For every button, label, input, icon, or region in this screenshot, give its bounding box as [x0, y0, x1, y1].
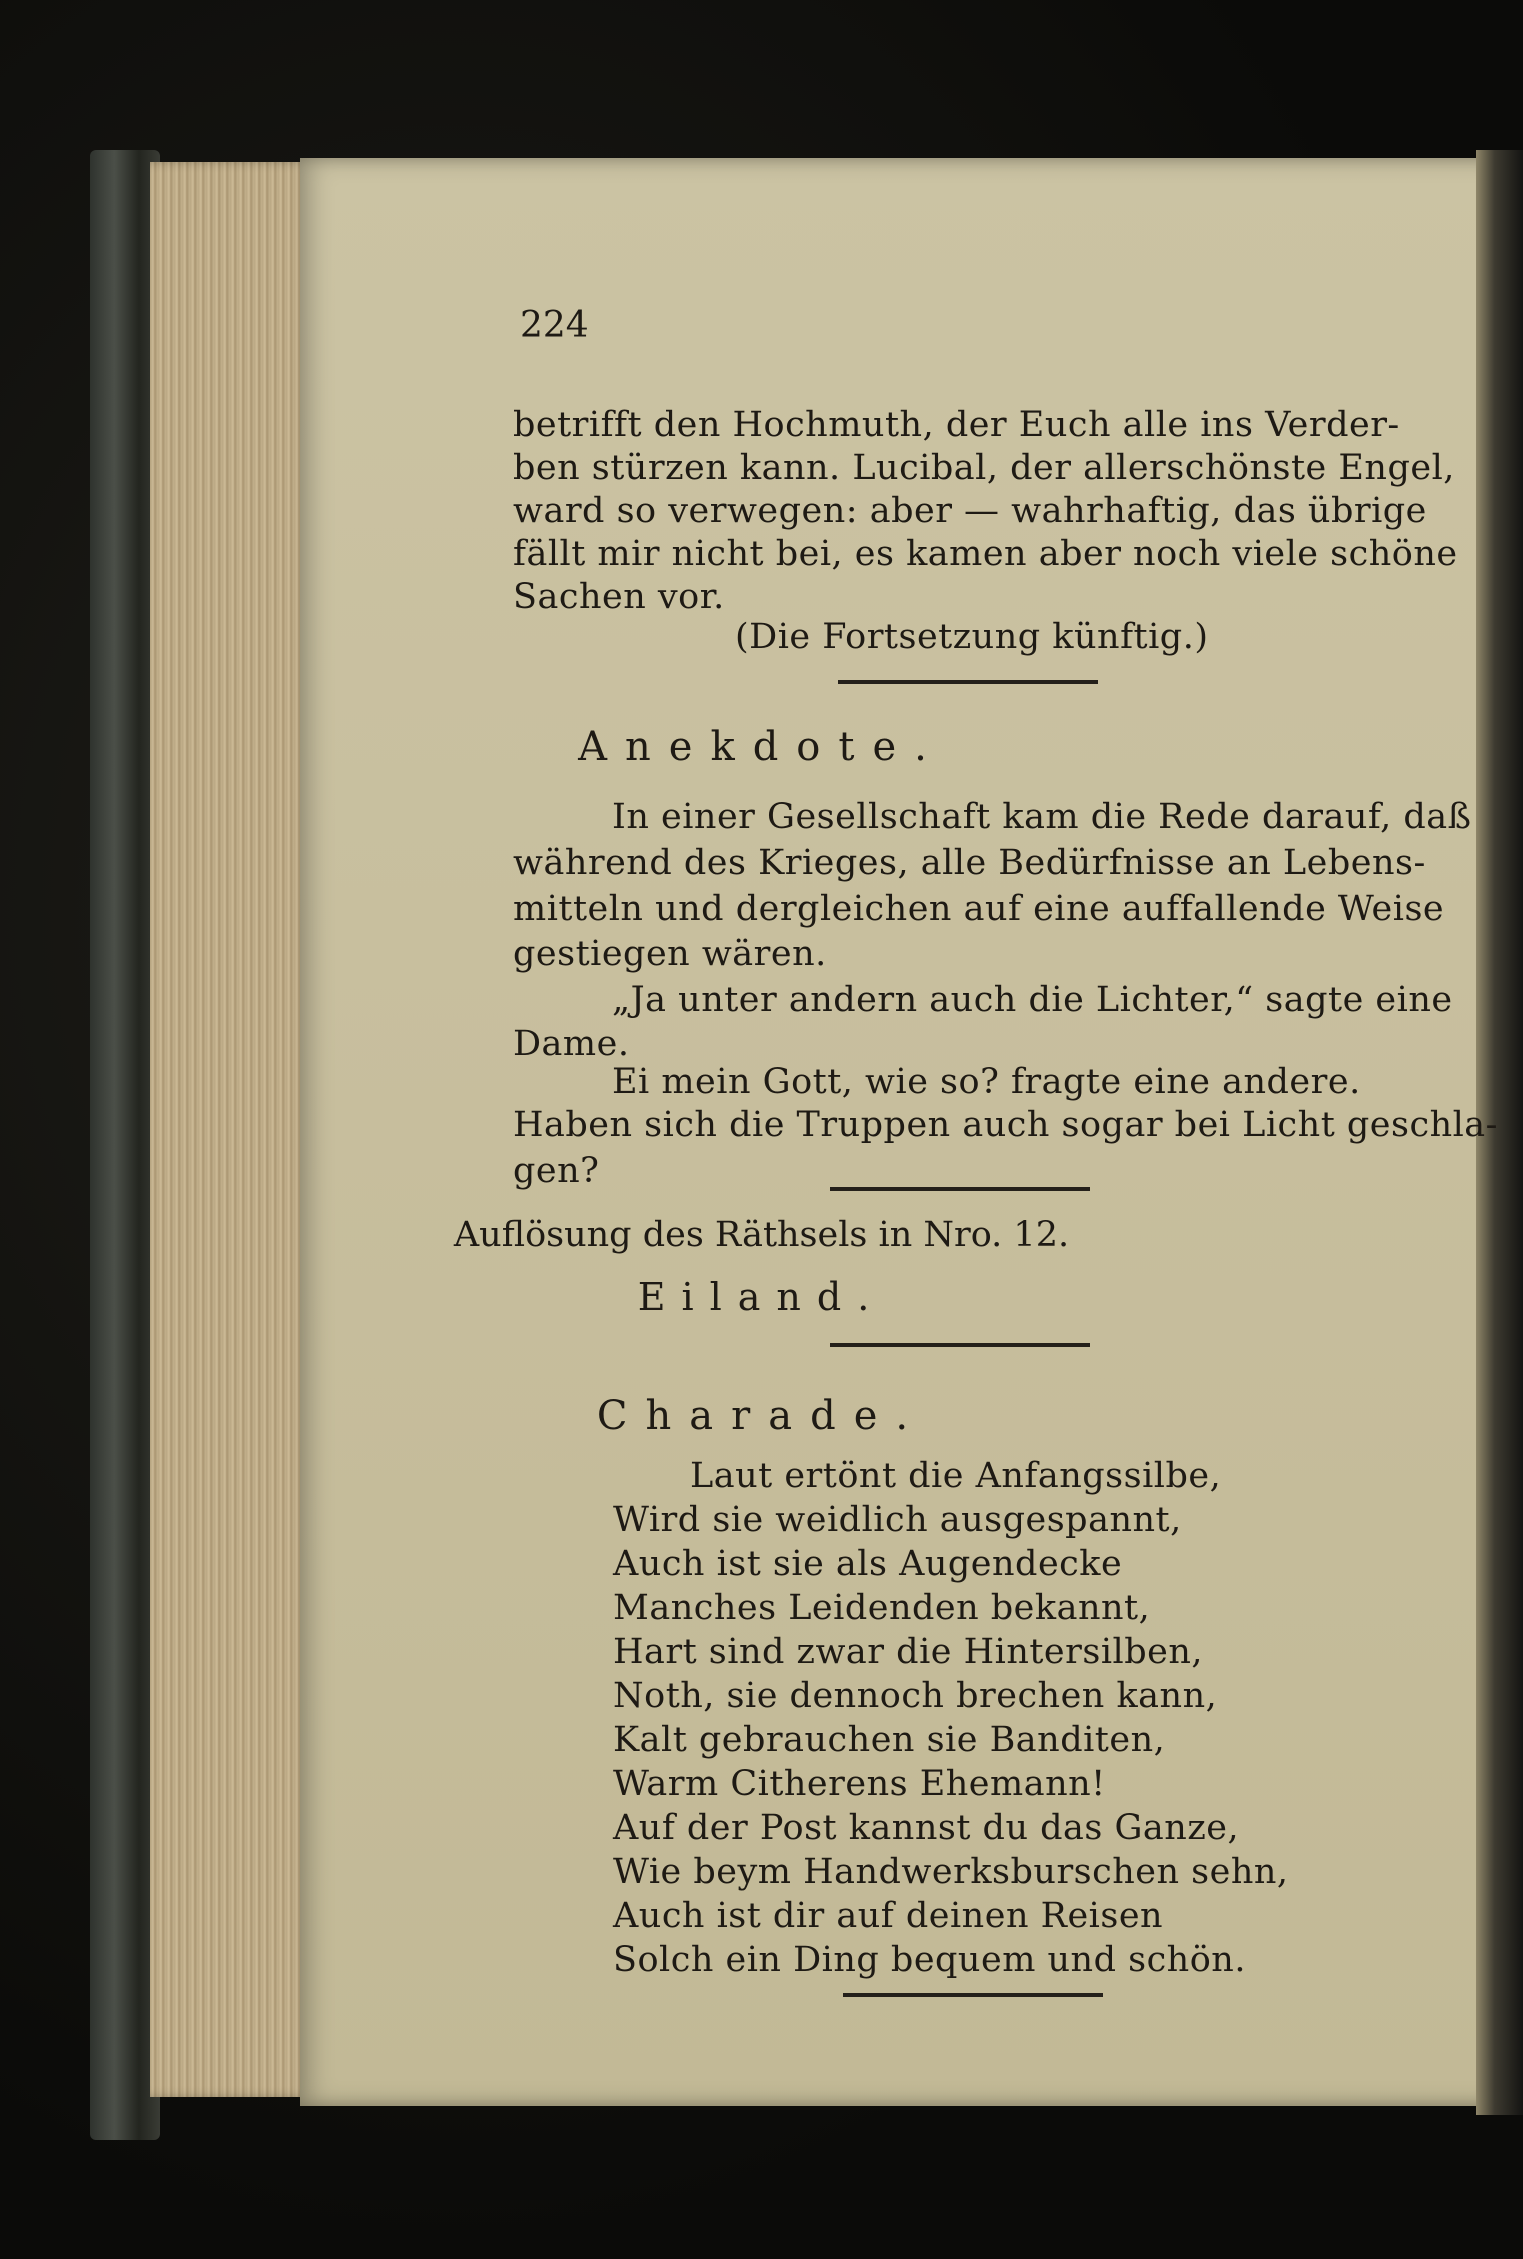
anekdote-line: In einer Gesellschaft kam die Rede darauf, daß — [612, 797, 1472, 837]
solution-title: Auflösung des Räthsels in Nro. 12. — [453, 1215, 1070, 1255]
anekdote-heading: Anekdote. — [578, 724, 945, 770]
anekdote-line: während des Krieges, alle Bedürfnisse an Lebens- — [513, 843, 1426, 883]
continuation-note: (Die Fortsetzung künftig.) — [735, 617, 1209, 657]
continuation-line: Sachen vor. — [513, 577, 725, 617]
section-divider — [838, 680, 1098, 684]
page-number: 224 — [520, 305, 589, 346]
solution-answer: Eiland. — [637, 1275, 886, 1319]
charade-line: Noth, sie dennoch brechen kann, — [613, 1676, 1218, 1716]
charade-line: Wie beym Handwerksburschen sehn, — [613, 1852, 1289, 1892]
continuation-line: fällt mir nicht bei, es kamen aber noch viele schöne — [513, 534, 1458, 574]
charade-line: Solch ein Ding bequem und schön. — [613, 1940, 1246, 1980]
charade-line: Auch ist sie als Augendecke — [613, 1544, 1123, 1584]
anekdote-line: Dame. — [513, 1024, 630, 1064]
charade-line: Manches Leidenden bekannt, — [613, 1588, 1151, 1628]
anekdote-line: mitteln und dergleichen auf eine auffallende Weise — [513, 889, 1445, 929]
charade-line: Wird sie weidlich ausgespannt, — [613, 1500, 1182, 1540]
continuation-line: betrifft den Hochmuth, der Euch alle ins Verder- — [513, 405, 1400, 445]
anekdote-line: „Ja unter andern auch die Lichter,“ sagte eine — [612, 980, 1453, 1020]
anekdote-line: Ei mein Gott, wie so? fragte eine andere. — [612, 1062, 1361, 1102]
charade-line: Kalt gebrauchen sie Banditen, — [613, 1720, 1166, 1760]
section-divider — [843, 1993, 1103, 1997]
anekdote-line: gen? — [513, 1151, 600, 1191]
section-divider — [830, 1343, 1090, 1347]
continuation-line: ben stürzen kann. Lucibal, der allerschönste Engel, — [513, 448, 1455, 488]
charade-line: Auch ist dir auf deinen Reisen — [613, 1896, 1164, 1936]
charade-line: Auf der Post kannst du das Ganze, — [613, 1808, 1240, 1848]
charade-heading: Charade. — [596, 1393, 927, 1439]
charade-line: Hart sind zwar die Hintersilben, — [613, 1632, 1203, 1672]
book-page-edges — [150, 162, 310, 2097]
continuation-line: ward so verwegen: aber — wahrhaftig, das übrige — [513, 491, 1427, 531]
anekdote-line: Haben sich die Truppen auch sogar bei Licht geschla- — [513, 1105, 1498, 1145]
charade-line: Laut ertönt die Anfangssilbe, — [690, 1456, 1222, 1496]
section-divider — [830, 1187, 1090, 1191]
anekdote-line: gestiegen wären. — [513, 934, 827, 974]
charade-line: Warm Citherens Ehemann! — [613, 1764, 1106, 1804]
